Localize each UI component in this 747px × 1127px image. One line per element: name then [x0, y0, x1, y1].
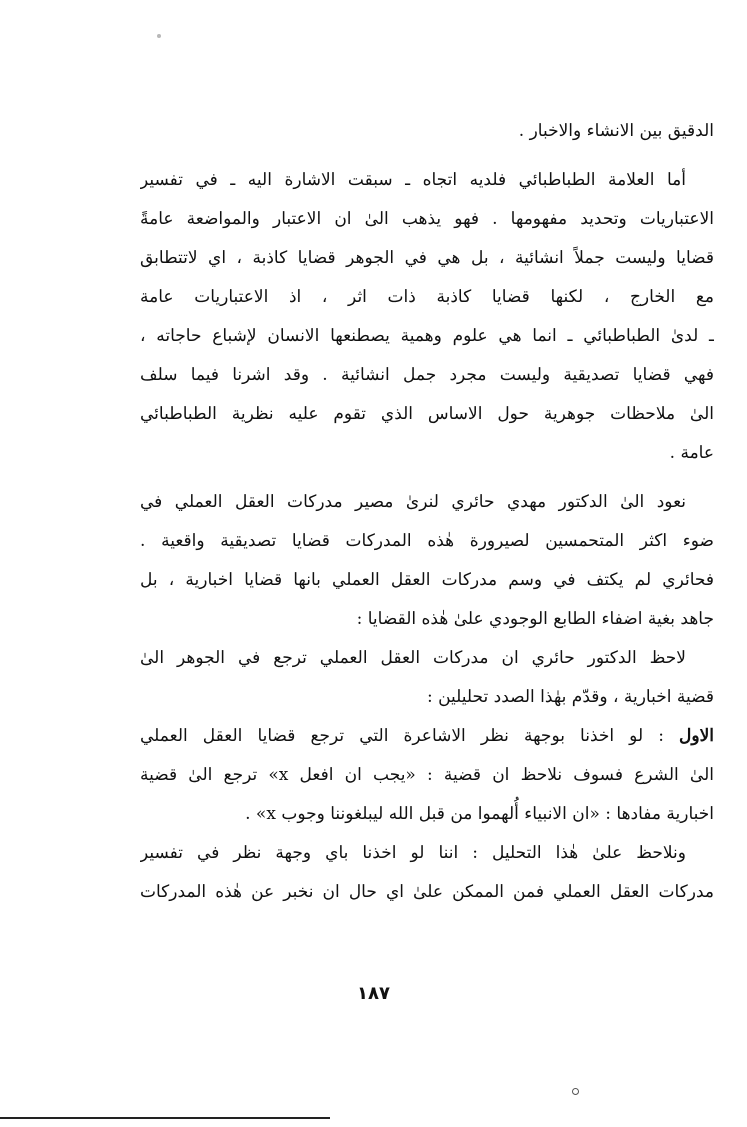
text-line: ـ لدىٰ الطباطبائي ـ انما هي علوم وهمية يصطنعها الانسان لإشباع حاجاته ، [140, 326, 714, 346]
text-line: ونلاحظ علىٰ هٰذا التحليل : اننا لو اخذنا باي وجهة نظر في تفسير [140, 843, 686, 863]
text-line: لاحظ الدكتور حائري ان مدركات العقل العملي ترجع في الجوهر الىٰ [140, 648, 686, 668]
text-line: مدركات العقل العملي فمن الممكن علىٰ اي حال ان نخبر عن هٰذه المدركات [140, 882, 714, 902]
text-line: قضية اخبارية ، وقدّم بهٰذا الصدد تحليلين : [426, 687, 714, 707]
text-line: نعود الىٰ الدكتور مهدي حائري لنرىٰ مصير مدركات العقل العملي في [140, 492, 686, 512]
text-line: الدقيق بين الانشاء والاخبار . [518, 121, 714, 141]
text-line: عامة . [669, 443, 714, 463]
text-line: الاعتباريات وتحديد مفهومها . فهو يذهب الىٰ ان الاعتبار والمواضعة عامةً [140, 209, 714, 229]
text-line: مع الخارج ، لكنها قضايا كاذبة ذات اثر ، اذ الاعتباريات عامة [140, 287, 714, 307]
text-line: فحائري لم يكتف في وسم مدركات العقل العملي بانها قضايا اخبارية ، بل [140, 570, 714, 590]
page-number: ١٨٧ [357, 983, 390, 1004]
text-line: قضايا وليست جملاً انشائية ، بل هي في الجوهر قضايا كاذبة ، اي لاتتطابق [140, 248, 714, 268]
scan-speck-top [157, 34, 161, 38]
text-line-rest: : لو اخذنا بوجهة نظر الاشاعرة التي ترجع قضايا العقل العملي [140, 726, 680, 746]
text-line: جاهد بغية اضفاء الطابع الوجودي علىٰ هٰذه القضايا : [356, 609, 714, 629]
body-text [140, 112, 714, 912]
text-line: فهي قضايا تصديقية وليست مجرد جمل انشائية . وقد اشرنا فيما سلف [140, 365, 714, 385]
heading-first: الاول [679, 726, 714, 746]
text-line [140, 717, 714, 756]
scan-speck-bottom [572, 1088, 579, 1095]
text-line: أما العلامة الطباطبائي فلديه اتجاه ـ سبقت الاشارة اليه ـ في تفسير [140, 170, 686, 190]
text-line: الىٰ الشرع فسوف نلاحظ ان قضية : «يجب ان افعل x» ترجع الىٰ قضية [140, 765, 714, 785]
text-line: اخبارية مفادها : «ان الانبياء أُلهموا من قبل الله ليبلغوننا وجوب x» . [245, 804, 714, 824]
text-line: الىٰ ملاحظات جوهرية حول الاساس الذي تقوم عليه نظرية الطباطبائي [140, 404, 714, 424]
bottom-rule [0, 1117, 330, 1119]
text-line: ضوء اكثر المتحمسين لصيرورة هٰذه المدركات قضايا تصديقية واقعية . [140, 531, 714, 551]
